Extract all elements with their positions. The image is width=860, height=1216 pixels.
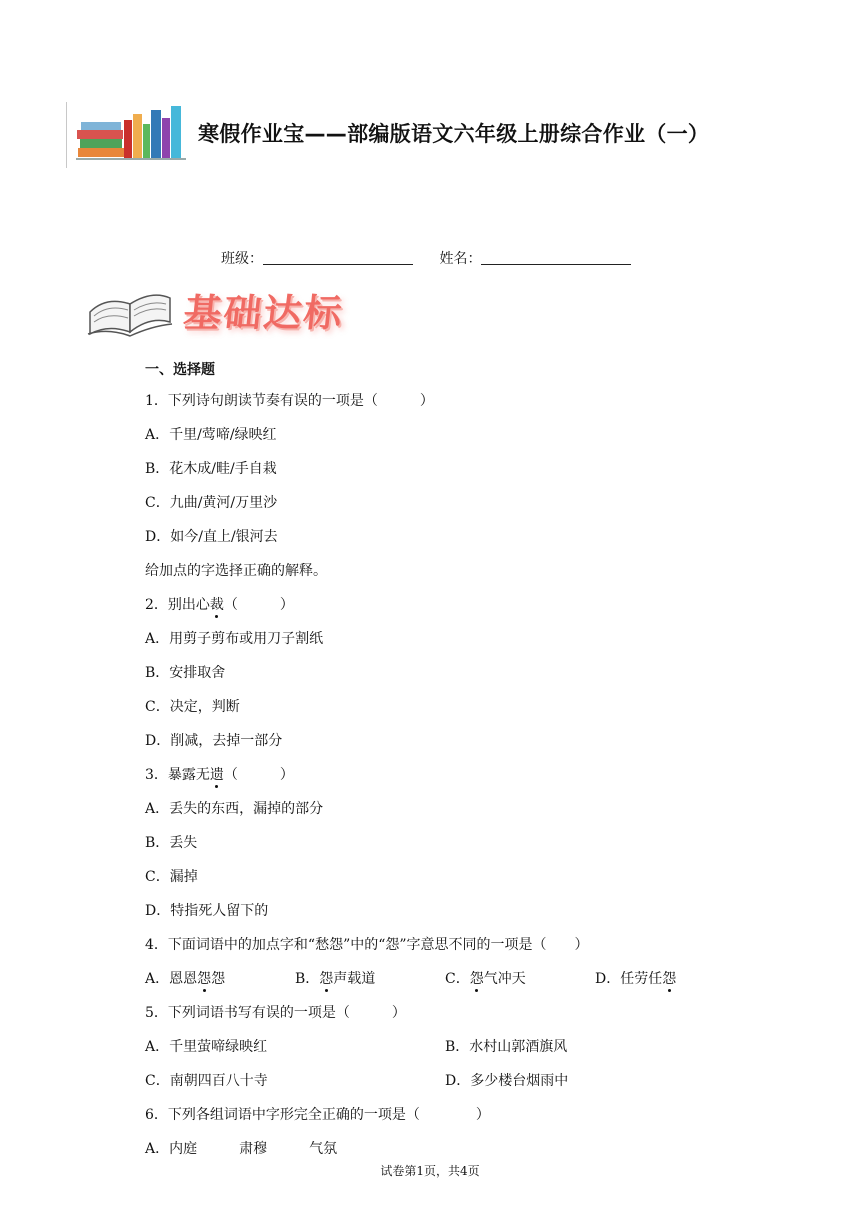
open-book-icon — [84, 274, 176, 338]
class-label: 班级： — [221, 251, 263, 267]
question-3-stem: 3．暴露无遗（ ） — [145, 758, 785, 792]
name-blank[interactable] — [481, 251, 631, 265]
page-footer: 试卷第1页，共4页 — [380, 1164, 480, 1178]
books-icon — [76, 104, 188, 160]
q5-option-d[interactable]: D．多少楼台烟雨中 — [445, 1073, 569, 1089]
document-title: 寒假作业宝——部编版语文六年级上册综合作业（一） — [198, 122, 710, 146]
q4-option-c[interactable]: C．怨气冲天 — [445, 962, 595, 996]
name-label: 姓名： — [439, 251, 482, 267]
question-4-stem: 4．下面词语中的加点字和“愁怨”中的“怨”字意思不同的一项是（ ） — [145, 937, 589, 953]
q3-option-d[interactable]: D．特指死人留下的 — [145, 903, 269, 919]
q5-options-row-2 — [145, 1064, 785, 1098]
q1-option-d[interactable]: D．如今/直上/银河去 — [145, 529, 278, 545]
q3-option-a[interactable]: A．丢失的东西，漏掉的部分 — [145, 801, 324, 817]
q5-option-a[interactable]: A．千里萤啼绿映红 — [145, 1039, 268, 1055]
q1-option-c[interactable]: C．九曲/黄河/万里沙 — [145, 495, 278, 511]
q2-option-a[interactable]: A．用剪子剪布或用刀子割纸 — [145, 631, 324, 647]
q5-option-c[interactable]: C．南朝四百八十寺 — [145, 1073, 268, 1089]
dotted-char: 遗 — [210, 758, 224, 792]
q1-option-b[interactable]: B．花木成/畦/手自栽 — [145, 461, 277, 477]
question-1-stem: 1．下列诗句朗读节奏有误的一项是（ ） — [145, 393, 434, 409]
q2-option-d[interactable]: D．削减，去掉一部分 — [145, 733, 283, 749]
q4-option-d[interactable]: D．任劳任怨 — [595, 962, 745, 996]
q4-option-a[interactable]: A．恩恩怨怨 — [145, 962, 295, 996]
section-banner-text: 基础达标 — [181, 291, 346, 335]
q5-option-b[interactable]: B．水村山郭酒旗风 — [445, 1039, 568, 1055]
student-info-row — [221, 248, 653, 268]
header-divider — [66, 102, 67, 168]
q3-option-b[interactable]: B．丢失 — [145, 835, 198, 851]
question-5-stem: 5．下列词语书写有误的一项是（ ） — [145, 1005, 406, 1021]
q2-option-c[interactable]: C．决定，判断 — [145, 699, 240, 715]
q4-option-b[interactable]: B．怨声载道 — [295, 962, 445, 996]
instruction-text: 给加点的字选择正确的解释。 — [145, 563, 327, 579]
section-banner — [84, 274, 394, 338]
q2-option-b[interactable]: B．安排取舍 — [145, 665, 226, 681]
dotted-char: 裁 — [210, 588, 224, 622]
question-6-stem: 6．下列各组词语中字形完全正确的一项是（ ） — [145, 1107, 490, 1123]
question-list — [145, 357, 785, 1166]
q6-option-a[interactable]: A．内庭 肃穆 气氛 — [145, 1141, 338, 1157]
class-blank[interactable] — [263, 251, 413, 265]
q1-option-a[interactable]: A．千里/莺啼/绿映红 — [145, 427, 277, 443]
question-2-stem: 2．别出心裁（ ） — [145, 588, 785, 622]
q4-options-row — [145, 962, 785, 996]
q3-option-c[interactable]: C．漏掉 — [145, 869, 198, 885]
section-title: 一、选择题 — [145, 362, 215, 378]
q5-options-row-1 — [145, 1030, 785, 1064]
